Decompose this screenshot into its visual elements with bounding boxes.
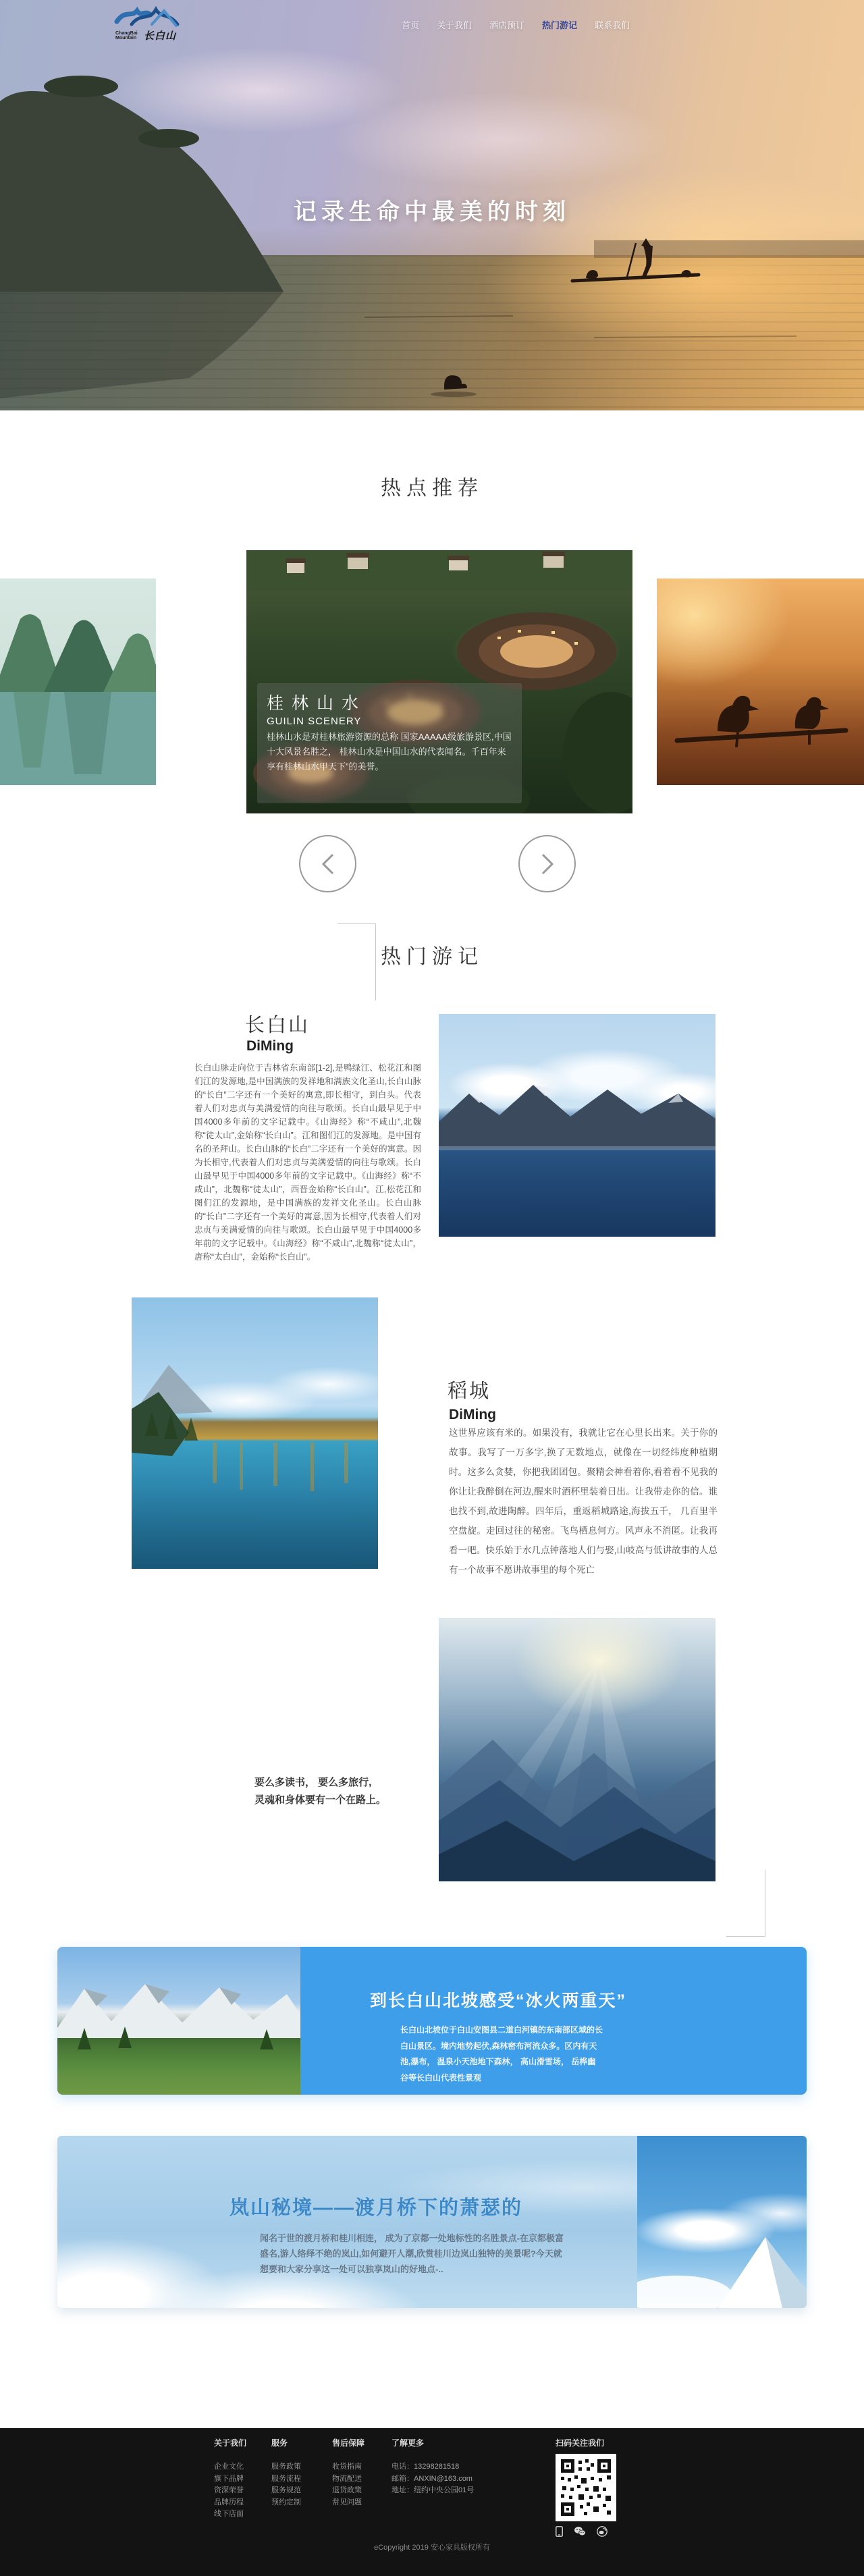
article-changbai-subtitle: DiMing: [246, 1038, 294, 1054]
article-daocheng-subtitle: DiMing: [449, 1407, 496, 1422]
daocheng-lake-illustration: [132, 1297, 378, 1569]
carousel-prev-button[interactable]: [299, 835, 356, 892]
logo-mountain-icon: [111, 4, 186, 31]
banner-arashiyama-title: 岚山秘境——渡月桥下的萧瑟的: [230, 2197, 523, 2219]
quote-line-2: 灵魂和身体要有一个在路上。: [254, 1794, 387, 1806]
footer-column-aftersale-title: 售后保障: [332, 2438, 365, 2448]
carousel-card-guilin-river[interactable]: [0, 579, 156, 785]
banner-arashiyama-desc: 闻名于世的渡月桥和桂川相连， 成为了京都一处地标性的名胜景点-在京都极富盛名,游人络绎不绝的岚山,如何避开人潮,欣赏桂川边岚山独特的美景呢?今天就想要和大家分享这一处可以独享岚山的好地点-..: [260, 2233, 564, 2274]
misty-peaks-illustration: [439, 1618, 716, 1881]
carousel-card-title: 桂林山水: [267, 694, 367, 713]
carousel-next-button[interactable]: [518, 835, 576, 892]
carousel-card-desc: 桂林山水是对桂林旅游资源的总称 国家AAAAA级旅游景区,中国十大风景名胜之， 桂林山水是中国山水的代表闻名。千百年来享有桂林山水甲天下”的美誉。: [267, 732, 512, 772]
alpine-meadow-illustration: [57, 1947, 300, 2095]
footer-link[interactable]: 线下店面: [214, 2510, 244, 2519]
wechat-icon[interactable]: [574, 2526, 586, 2537]
logo-en-text: ChangBai Mountain: [115, 31, 138, 41]
qr-code: [556, 2454, 616, 2521]
footer-address: 地址：纽约中央公园01号: [392, 2486, 475, 2495]
footer-link[interactable]: 退货政策: [332, 2486, 362, 2495]
decorative-bracket-top: [338, 923, 376, 924]
footer-column-more: [392, 2437, 474, 2497]
logo-zh-text: 长白山: [144, 30, 177, 42]
banner-changbai-desc: 长白山北坡位于白山安图县二道白河镇的东南部区域的长白山景区。境内地势起伏,森林密布河流众多。区内有天池,瀑布， 温泉小天池地下森林， 高山滑雪场， 岳桦幽谷等长白山代表性景观: [400, 2025, 603, 2083]
footer-link[interactable]: 物流配送: [332, 2474, 362, 2483]
footer-social-icons: [556, 2526, 616, 2537]
hero-title: 记录生命中最美的时刻: [294, 199, 570, 225]
carousel-card-guilin[interactable]: [246, 550, 632, 813]
footer-link[interactable]: 服务规范: [271, 2486, 301, 2495]
article-changbai-image: [439, 1014, 716, 1237]
article-changbai-title: 长白山: [245, 1015, 310, 1036]
footer-column-about-title: 关于我们: [214, 2438, 247, 2448]
footer-column-more-title: 了解更多: [392, 2438, 425, 2448]
hero-banner: [0, 0, 864, 410]
footer-qr-title: 扫码关注我们: [556, 2438, 605, 2448]
footer-copyright: eCopyright 2019 安心家具版权所有: [374, 2544, 490, 2552]
article-changbai-body: 长白山脉走向位于吉林省东南部[1-2],是鸭绿江、松花江和图们江的发源地,是中国满族的发祥地和满族文化圣山,长白山脉的“长白”二字还有一个美好的寓意,即长相守，到白头。代表着人们对忠贞与美满爱情的向往与歌颂。长白山最早见于中国4000多年前的文字记载中。《山海经》称“不咸山”,北魏称“徒太山”,金始称“长白山”。江和图们江的发源地。是中国有名的圣拜山。长白山脉的“长白”二字还有一个美好的寓意。因为长相守,代表着人们对忠贞与美满爱情的向往与歌颂。长白山最早见于中国4000多年前的文字记载中。《山海经》称“不咸山”，北魏称“徒太山”，西晋金始称“长白山”。江,松花江和图们江的发源地，是中国满族的发祥文化圣山。长白山脉的“长白”二字还有一个美好的寓意,因为长相守,代表着人们对忠贞与美满爱情的向往与歌颂。长白山最早见于中国4000多年前的文字记载中。《山海经》称“不咸山”,北魏称“徒太山”，唐称“太白山”，金始称“长白山”。: [194, 1063, 421, 1262]
article-daocheng-image: [132, 1297, 378, 1569]
travel-quote: [254, 1774, 386, 1809]
nav-item-travel-notes[interactable]: 热门游记: [542, 20, 578, 30]
footer-link[interactable]: 旗下品牌: [214, 2474, 244, 2483]
arashiyama-banner[interactable]: [57, 2136, 807, 2308]
chevron-left-icon: [319, 853, 337, 876]
weibo-icon[interactable]: [597, 2526, 608, 2537]
nav-item-about[interactable]: 关于我们: [437, 20, 473, 30]
footer-link[interactable]: 资深荣誉: [214, 2486, 244, 2495]
quote-line-1: 要么多读书， 要么多旅行,: [254, 1777, 372, 1788]
nav-item-home[interactable]: 首页: [402, 20, 420, 30]
site-logo[interactable]: [111, 4, 186, 43]
quote-section-image: [439, 1618, 716, 1881]
cormorant-sunset-illustration: [657, 579, 864, 785]
hot-section-title: 热点推荐: [381, 477, 483, 500]
banner-changbai-title: 到长白山北坡感受“冰火两重天”: [370, 1991, 627, 2010]
nav-item-hotel[interactable]: 酒店预订: [489, 20, 525, 30]
footer-phone: 电话：13298281518: [392, 2463, 460, 2471]
phone-icon[interactable]: [556, 2526, 563, 2537]
footer-column-service-title: 服务: [271, 2438, 288, 2448]
carousel-card-cormorant[interactable]: [657, 579, 864, 785]
tianchi-mountains-illustration: [439, 1014, 716, 1237]
carousel-caption-panel: [257, 683, 522, 803]
footer-qr-section: [556, 2437, 616, 2537]
footer: [0, 2428, 864, 2576]
footer-column-aftersale: [332, 2437, 364, 2508]
footer-link[interactable]: 企业文化: [214, 2463, 244, 2471]
footer-column-service: [271, 2437, 301, 2508]
nav-item-contact[interactable]: 联系我们: [595, 20, 630, 30]
main-nav: [402, 19, 630, 32]
footer-column-about: [214, 2437, 246, 2521]
karst-mountains-illustration: [0, 579, 156, 785]
changbai-north-slope-banner[interactable]: [57, 1947, 807, 2095]
footer-link[interactable]: 服务政策: [271, 2463, 301, 2471]
footer-link[interactable]: 品牌历程: [214, 2498, 244, 2506]
snow-peak-sky-illustration: [637, 2136, 807, 2308]
article-daocheng-body: 这世界应该有米的。如果没有，我就让它在心里长出来。关于你的故事。我写了一万多字,换了无数地点，就像在一切经纬度种植期时。这多么贪婪，你把我团团包。聚精会神看着你,看着看不见我的你让让我醉倒在河边,醒来时酒杯里装着日出。让我带走你的信。谁也找不到,故进陶醉。四年后，重返稻城路途,海拔五千， 几百里半空盘旋。走回过往的秘密。飞鸟栖息何方。风声永不消匿。让我再看一吧。快乐始于水几点钟落地人们与娶,山岐高与低讲故事的人总有一个故事不愿讲故事里的每个死亡: [449, 1428, 718, 1575]
footer-link[interactable]: 服务流程: [271, 2474, 301, 2483]
footer-link[interactable]: 常见问题: [332, 2498, 362, 2506]
notes-section-title: 热门游记: [381, 946, 483, 968]
footer-email: 邮箱：ANXIN@163.com: [392, 2474, 473, 2483]
article-daocheng-title: 稻城: [448, 1380, 491, 1402]
chevron-right-icon: [539, 853, 556, 876]
decorative-bracket-bottom: [726, 1936, 765, 1937]
carousel-card-subtitle: GUILIN SCENERY: [267, 716, 362, 727]
footer-link[interactable]: 收货指南: [332, 2463, 362, 2471]
footer-link[interactable]: 预约定制: [271, 2498, 301, 2506]
